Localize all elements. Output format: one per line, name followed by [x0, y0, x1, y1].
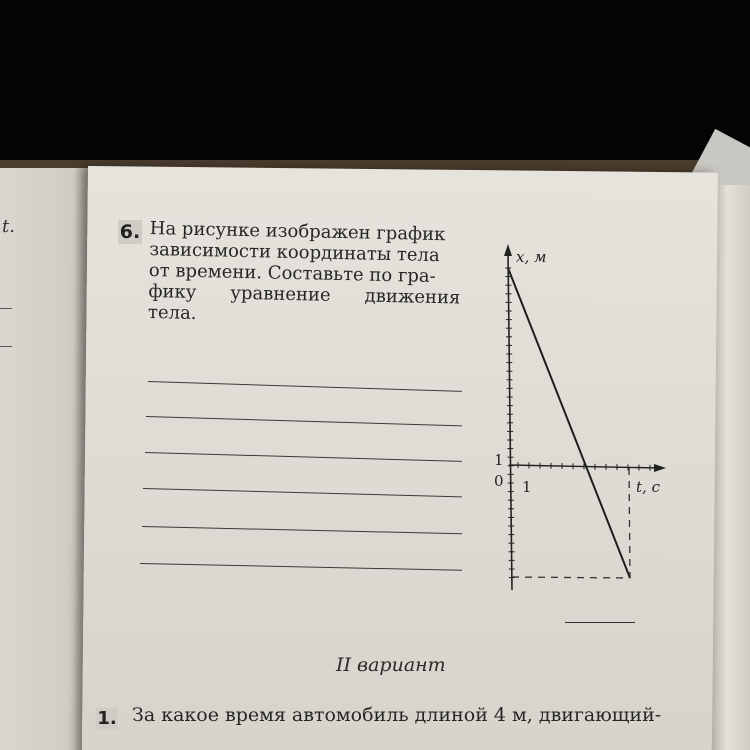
- task-line: тела.: [147, 301, 197, 324]
- coordinate-time-graph: [478, 240, 678, 600]
- left-book-page: [0, 168, 92, 750]
- dark-background: [0, 0, 750, 168]
- dashed-guide-horizontal: [512, 577, 630, 578]
- book-page-edges: [712, 185, 750, 750]
- variant-title: II вариант: [336, 654, 446, 676]
- y-tick-label: 1: [494, 451, 504, 469]
- dashed-guide-vertical: [629, 468, 630, 578]
- next-task-number: 1.: [97, 708, 117, 729]
- y-axis-label: x, м: [516, 248, 547, 266]
- left-page-rule: [0, 346, 12, 347]
- task-line: от времени. Составьте по гра-: [148, 259, 436, 287]
- task-word: фику: [148, 280, 197, 303]
- origin-label: 0: [494, 472, 504, 490]
- x-axis-arrow: [654, 464, 666, 472]
- task-statement: [148, 218, 462, 330]
- y-axis-arrow: [504, 244, 512, 256]
- task-word: уравнение: [230, 282, 331, 306]
- coordinate-line: [508, 268, 630, 578]
- task-word: движения: [364, 285, 461, 309]
- x-tick-label: 1: [522, 478, 532, 496]
- task-line: зависимости координаты тела: [149, 238, 440, 267]
- task-number-badge: 6.: [119, 221, 141, 243]
- answer-stub-line[interactable]: [565, 622, 635, 623]
- task-line: На рисунке изображен график: [149, 218, 446, 246]
- x-axis-label: t, с: [636, 478, 660, 496]
- left-page-rule: [0, 308, 12, 309]
- left-page-fragment: t.: [2, 216, 15, 237]
- next-task-text: За какое время автомобиль длиной 4 м, двигающий-: [132, 704, 662, 726]
- y-axis-ticks: [505, 268, 515, 578]
